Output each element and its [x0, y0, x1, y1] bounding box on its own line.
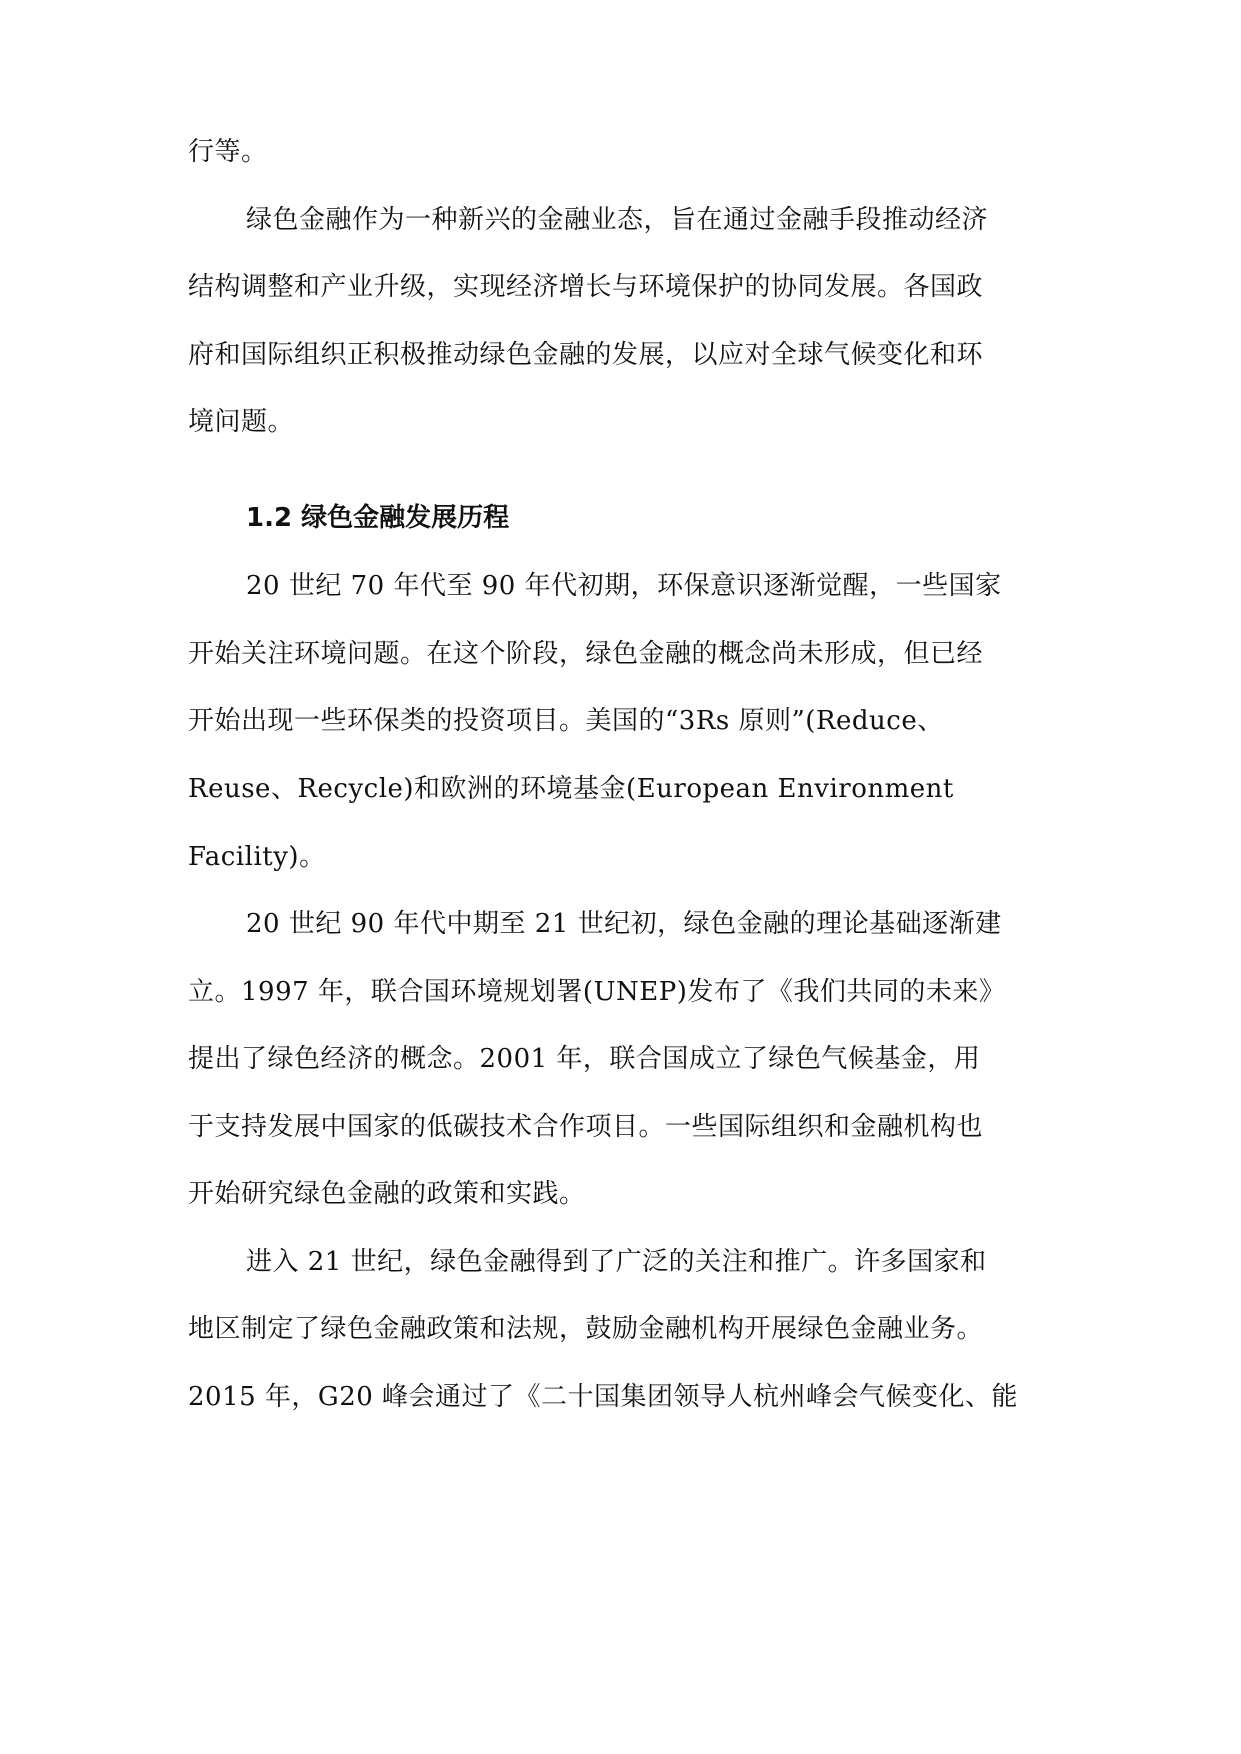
section-heading: 1.2 绿色金融发展历程 — [246, 503, 510, 533]
paragraph-line: 于支持发展中国家的低碳技术合作项目。一些国际组织和金融机构也 — [188, 1112, 984, 1142]
paragraph-line: 开始研究绿色金融的政策和实践。 — [188, 1179, 586, 1209]
paragraph-line: Reuse、Recycle)和欧洲的环境基金(European Environment — [188, 774, 954, 804]
paragraph-line: 开始出现一些环保类的投资项目。美国的“3Rs 原则”(Reduce、 — [188, 706, 944, 736]
paragraph-line: 境问题。 — [188, 407, 295, 437]
paragraph-line: 行等。 — [188, 137, 268, 167]
paragraph-line: 立。1997 年，联合国环境规划署(UNEP)发布了《我们共同的未来》 — [188, 977, 1006, 1007]
paragraph-line: 开始关注环境问题。在这个阶段，绿色金融的概念尚未形成，但已经 — [188, 639, 984, 669]
paragraph-line: 府和国际组织正积极推动绿色金融的发展，以应对全球气候变化和环 — [188, 340, 984, 370]
paragraph-line: 提出了绿色经济的概念。2001 年，联合国成立了绿色气候基金，用 — [188, 1044, 981, 1074]
paragraph-line: Facility)。 — [188, 842, 326, 872]
paragraph-line: 绿色金融作为一种新兴的金融业态，旨在通过金融手段推动经济 — [246, 205, 989, 235]
paragraph-line: 20 世纪 70 年代至 90 年代初期，环保意识逐渐觉醒，一些国家 — [246, 571, 1002, 601]
paragraph-line: 结构调整和产业升级，实现经济增长与环境保护的协同发展。各国政 — [188, 272, 984, 302]
paragraph-line: 地区制定了绿色金融政策和法规，鼓励金融机构开展绿色金融业务。 — [188, 1314, 984, 1344]
paragraph-line: 20 世纪 90 年代中期至 21 世纪初，绿色金融的理论基础逐渐建 — [246, 909, 1002, 939]
paragraph-line: 2015 年，G20 峰会通过了《二十国集团领导人杭州峰会气候变化、能 — [188, 1382, 1019, 1412]
paragraph-line: 进入 21 世纪，绿色金融得到了广泛的关注和推广。许多国家和 — [246, 1247, 987, 1277]
